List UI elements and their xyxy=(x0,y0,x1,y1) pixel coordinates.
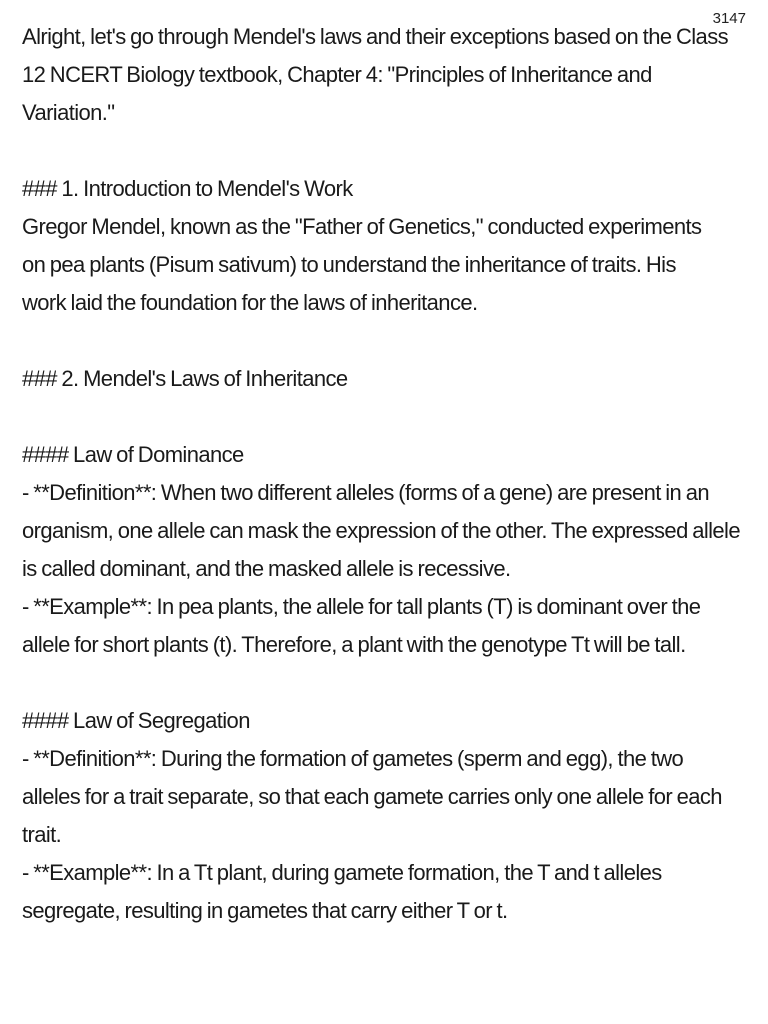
dominance-definition: - **Definition**: When two different alleles (forms of a gene) are present in an organism, one allele can mask the expression of the other. The expressed allele is called dominant, and the masked allele is recessive. xyxy=(22,480,740,581)
dominance-example: - **Example**: In pea plants, the allele for tall plants (T) is dominant over the allele for short plants (t). Therefore, a plant with the genotype Tt will be tall. xyxy=(22,594,701,657)
section-2-heading: ### 2. Mendel's Laws of Inheritance xyxy=(22,366,348,391)
spacer xyxy=(22,398,744,436)
spacer xyxy=(22,132,744,170)
spacer xyxy=(22,664,744,702)
page-number: 3147 xyxy=(712,10,746,27)
segregation-example: - **Example**: In a Tt plant, during gamete formation, the T and t alleles segregate, resulting in gametes that carry either T or t. xyxy=(22,860,662,923)
segregation-definition: - **Definition**: During the formation of gametes (sperm and egg), the two alleles for a trait separate, so that each gamete carries only one allele for each trait. xyxy=(22,746,722,847)
intro-paragraph: Alright, let's go through Mendel's laws and their exceptions based on the Class 12 NCERT Biology textbook, Chapter 4: "Principles of Inheritance and Variation." xyxy=(22,24,728,125)
section-1-body: Gregor Mendel, known as the "Father of Genetics," conducted experiments on pea plants (Pisum sativum) to understand the inheritance of traits. His work laid the foundation for the laws of inheritance. xyxy=(22,214,702,315)
section-1-heading: ### 1. Introduction to Mendel's Work xyxy=(22,176,353,201)
dominance-heading: #### Law of Dominance xyxy=(22,442,244,467)
segregation-heading: #### Law of Segregation xyxy=(22,708,250,733)
spacer xyxy=(22,322,744,360)
